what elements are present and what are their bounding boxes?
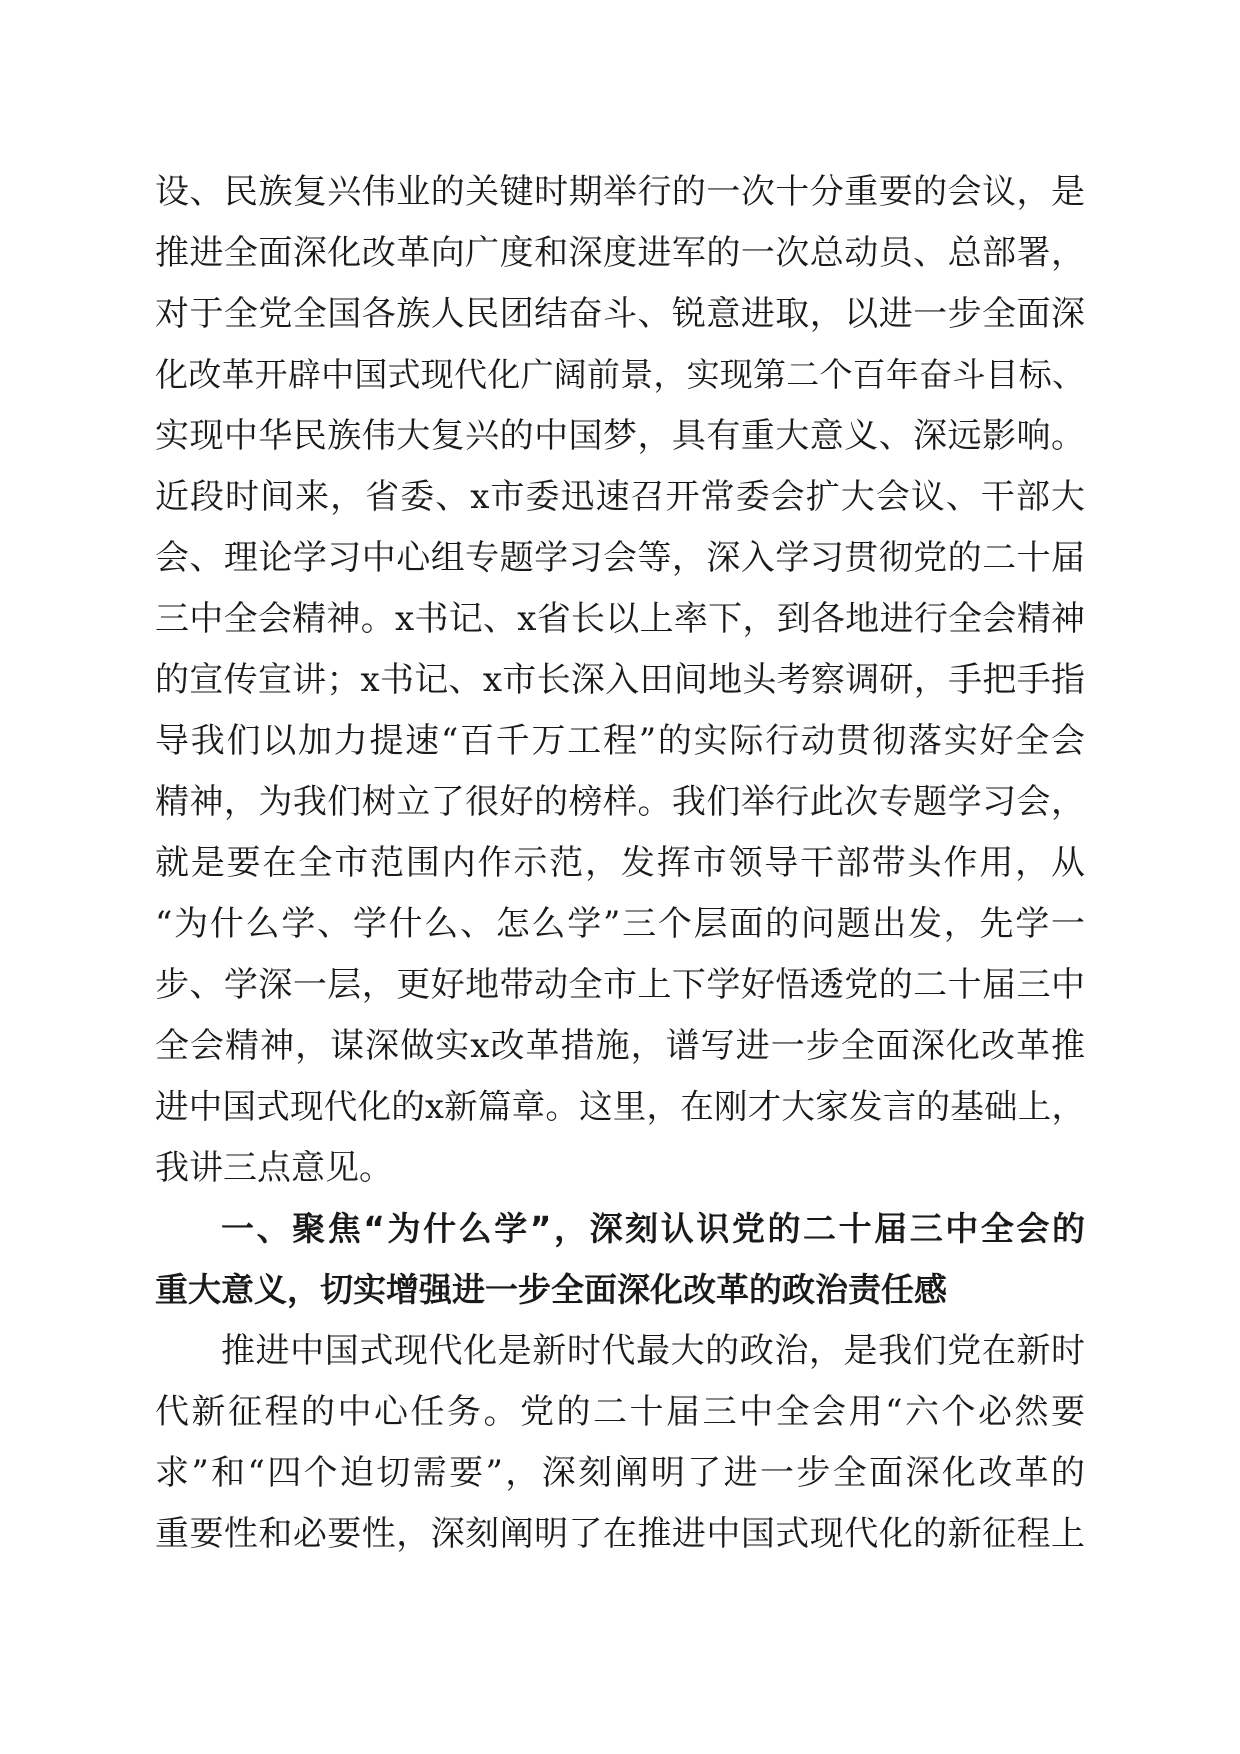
text-line: 代新征程的中心任务。党的二十届三中全会用“六个必然要 [155,1392,1085,1432]
text-line: 推进中国式现代化是新时代最大的政治，是我们党在新时 [221,1331,1085,1371]
text-line: 精神，为我们树立了很好的榜样。我们举行此次专题学习会， [155,782,1085,822]
text-line: 的宣传宣讲；x书记、x市长深入田间地头考察调研，手把手指 [155,660,1085,700]
text-line: 导我们以加力提速“百千万工程”的实际行动贯彻落实好全会 [155,721,1085,761]
text-line: 推进全面深化改革向广度和深度进军的一次总动员、总部署， [155,233,1085,273]
text-line: 对于全党全国各族人民团结奋斗、锐意进取，以进一步全面深 [155,294,1085,334]
heading-line: 一、聚焦“为什么学”，深刻认识党的二十届三中全会的 [221,1209,1085,1248]
text-line: 就是要在全市范围内作示范，发挥市领导干部带头作用，从 [155,843,1085,883]
text-line: 设、民族复兴伟业的关键时期举行的一次十分重要的会议，是 [155,172,1085,212]
text-line: 进中国式现代化的x新篇章。这里，在刚才大家发言的基础上， [155,1087,1085,1126]
text-line: 我讲三点意见。 [155,1148,393,1188]
text-line: 化改革开辟中国式现代化广阔前景，实现第二个百年奋斗目标、 [155,355,1085,394]
heading-line: 重大意义，切实增强进一步全面深化改革的政治责任感 [155,1270,947,1309]
text-line: 步、学深一层，更好地带动全市上下学好悟透党的二十届三中 [155,965,1085,1005]
text-line: “为什么学、学什么、怎么学”三个层面的问题出发，先学一 [155,904,1085,944]
text-line: 重要性和必要性，深刻阐明了在推进中国式现代化的新征程上 [155,1514,1085,1554]
text-line: 求”和“四个迫切需要”，深刻阐明了进一步全面深化改革的 [155,1453,1085,1493]
text-line: 实现中华民族伟大复兴的中国梦，具有重大意义、深远影响。 [155,416,1085,456]
text-line: 近段时间来，省委、x市委迅速召开常委会扩大会议、干部大 [155,477,1085,517]
text-line: 全会精神，谋深做实x改革措施，谱写进一步全面深化改革推 [155,1026,1085,1066]
text-line: 会、理论学习中心组专题学习会等，深入学习贯彻党的二十届 [155,538,1085,578]
text-line: 三中全会精神。x书记、x省长以上率下，到各地进行全会精神 [155,599,1085,639]
